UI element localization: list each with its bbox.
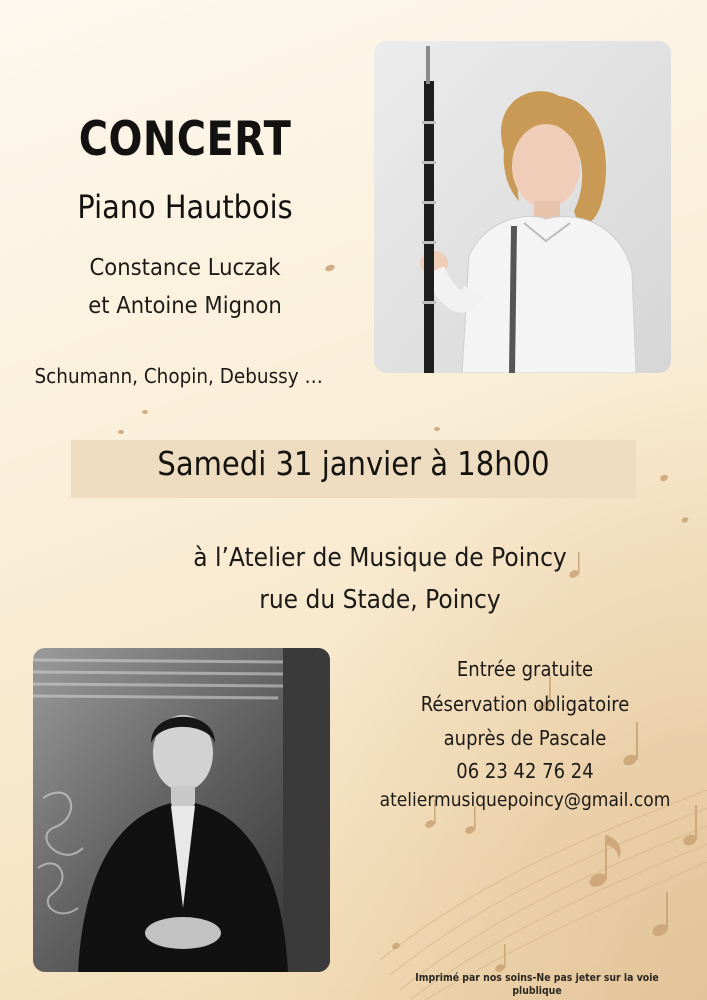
concert-title: CONCERT xyxy=(78,112,292,167)
performer-name: Constance Luczak xyxy=(89,255,281,281)
concert-date: Samedi 31 janvier à 18h00 xyxy=(157,444,550,483)
reservation-info: Réservation obligatoire xyxy=(420,692,630,716)
pianist-photo xyxy=(33,648,330,972)
entry-info: Entrée gratuite xyxy=(456,657,594,681)
footer-note: Imprimé par nos soins-Ne pas jeter sur la voie plublique xyxy=(415,971,659,997)
performer-name: et Antoine Mignon xyxy=(88,293,282,319)
email-address: ateliermusiquepoincy@gmail.com xyxy=(379,789,671,811)
instruments-subtitle: Piano Hautbois xyxy=(77,188,293,226)
phone-number: 06 23 42 76 24 xyxy=(456,759,594,783)
venue-name: à l’Atelier de Musique de Poincy xyxy=(193,543,567,573)
repertoire-text: Schumann, Chopin, Debussy … xyxy=(34,364,323,388)
contact-person: auprès de Pascale xyxy=(443,726,607,750)
venue-address: rue du Stade, Poincy xyxy=(259,585,501,615)
oboist-photo xyxy=(374,41,671,373)
